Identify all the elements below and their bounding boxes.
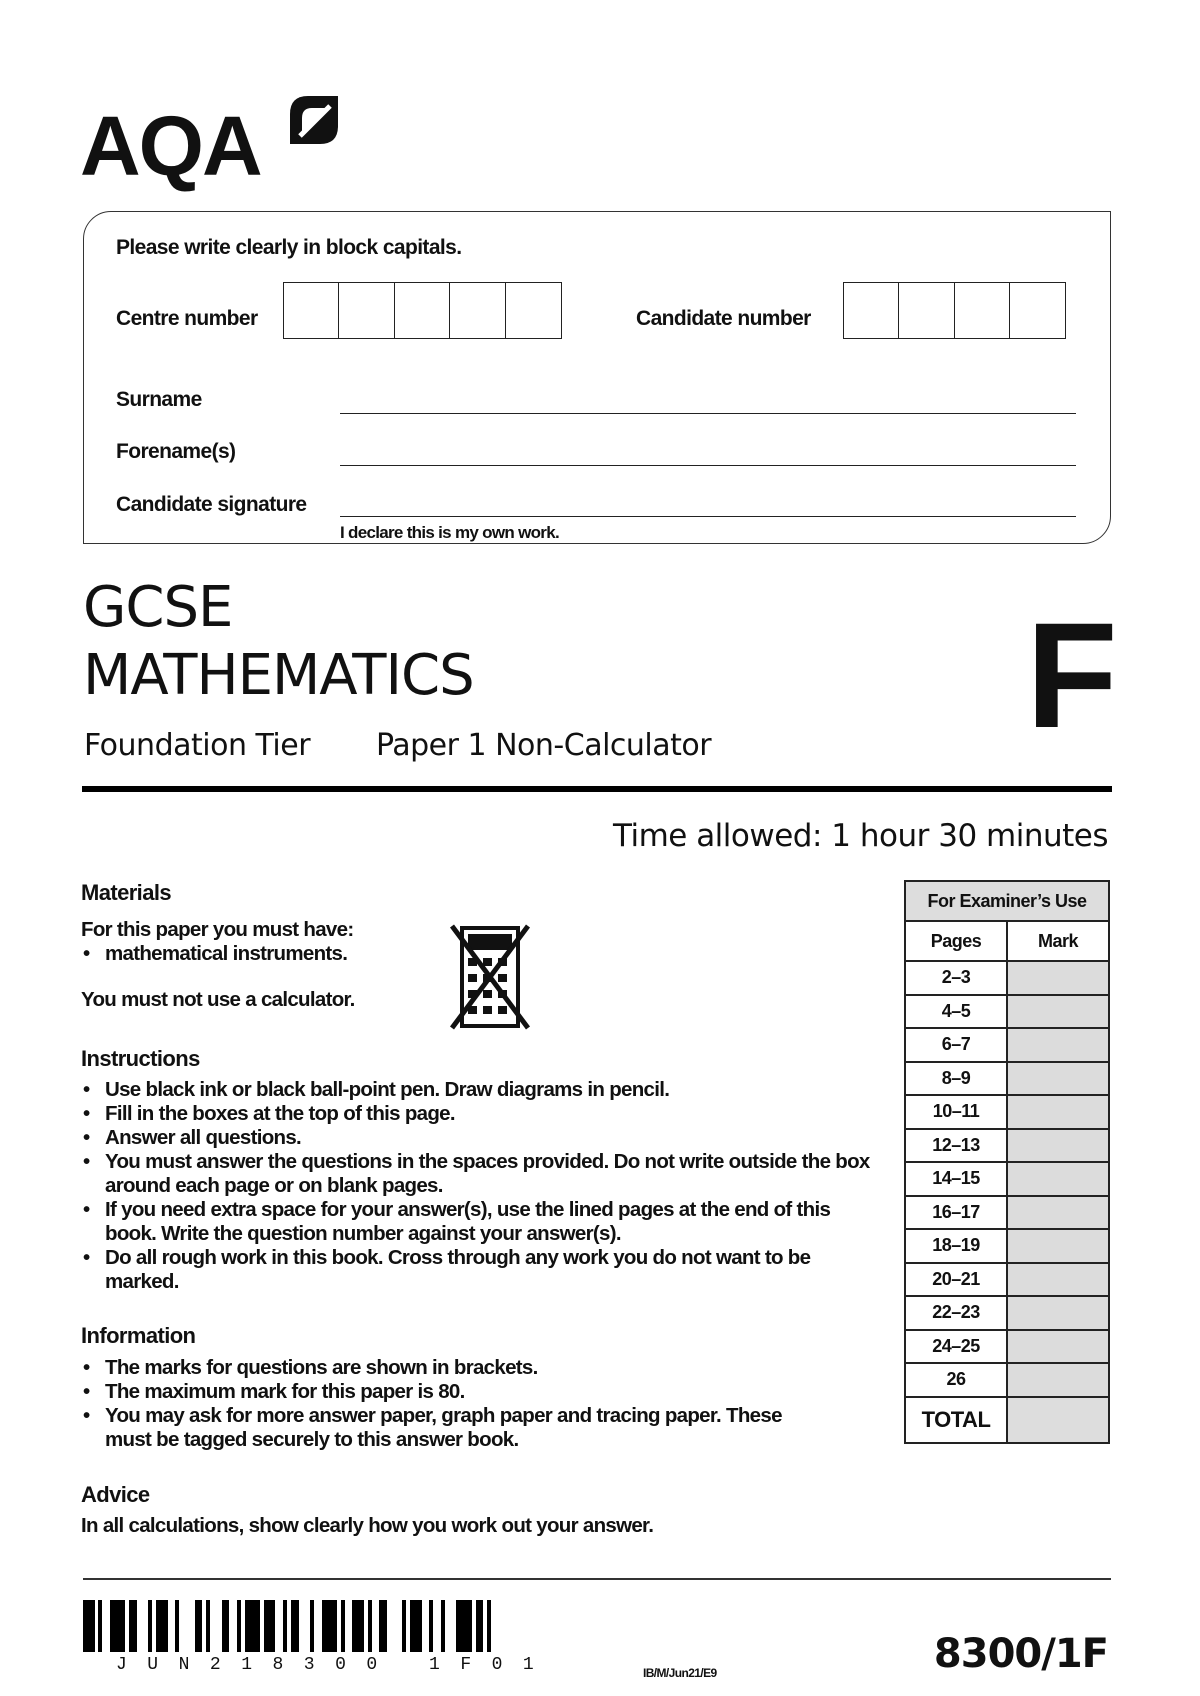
- barcode-bar: [322, 1600, 337, 1652]
- barcode-bar: [299, 1600, 311, 1652]
- examiner-mark-cell[interactable]: [1007, 1028, 1109, 1062]
- barcode-bar: [156, 1600, 168, 1652]
- examiner-pages-cell: 22–23: [905, 1296, 1007, 1330]
- materials-item: • mathematical instruments.: [105, 942, 461, 966]
- aqa-logo: AQA: [80, 99, 261, 193]
- aqa-leaf-icon: [286, 92, 342, 148]
- examiner-mark-cell[interactable]: [1007, 1296, 1109, 1330]
- instruction-item: • Fill in the boxes at the top of this page.: [105, 1102, 871, 1126]
- barcode-bar: [264, 1600, 276, 1652]
- examiner-mark-cell[interactable]: [1007, 961, 1109, 995]
- examiner-pages-cell: 14–15: [905, 1162, 1007, 1196]
- materials-section: [81, 918, 461, 1012]
- examiner-pages-cell: 26: [905, 1363, 1007, 1397]
- centre-number-box[interactable]: [283, 282, 340, 339]
- centre-number-box[interactable]: [505, 282, 562, 339]
- signature-line[interactable]: [340, 516, 1076, 517]
- forenames-line[interactable]: [340, 465, 1076, 466]
- examiner-mark-cell[interactable]: [1007, 1162, 1109, 1196]
- examiner-pages-cell: 18–19: [905, 1229, 1007, 1263]
- barcode-bar: [352, 1600, 364, 1652]
- instruction-item: • Use black ink or black ball-point pen. Draw diagrams in pencil.: [105, 1078, 871, 1102]
- examiner-mark-cell[interactable]: [1007, 1196, 1109, 1230]
- information-section: [81, 1356, 801, 1452]
- examiner-pages-cell: 8–9: [905, 1062, 1007, 1096]
- candidate-number-box[interactable]: [843, 282, 900, 339]
- barcode-bar: [195, 1600, 203, 1652]
- block-capitals-instruction: Please write clearly in block capitals.: [116, 236, 462, 259]
- footer-rule: [83, 1578, 1111, 1580]
- examiner-mark-cell[interactable]: [1007, 1263, 1109, 1297]
- paper-label: Paper 1 Non-Calculator: [376, 728, 712, 763]
- time-allowed: Time allowed: 1 hour 30 minutes: [612, 818, 1108, 854]
- examiner-mark-cell[interactable]: [1007, 1095, 1109, 1129]
- barcode-bar: [476, 1600, 484, 1652]
- materials-heading: Materials: [81, 880, 171, 905]
- barcode-bar: [179, 1600, 194, 1652]
- barcode-bar: [222, 1600, 230, 1652]
- centre-number-box[interactable]: [449, 282, 506, 339]
- barcode-bar: [229, 1600, 237, 1652]
- barcode-bar: [422, 1600, 430, 1652]
- instructions-section: [81, 1078, 871, 1294]
- barcode-bar: [83, 1600, 95, 1652]
- candidate-number-box[interactable]: [954, 282, 1011, 339]
- document-reference: IB/M/Jun21/E9: [643, 1666, 717, 1680]
- barcode-bar: [491, 1600, 503, 1652]
- examiner-mark-cell[interactable]: [1007, 995, 1109, 1029]
- examiner-use-table: [904, 880, 1110, 1444]
- barcode-bar: [372, 1600, 380, 1652]
- examiner-mark-cell[interactable]: [1007, 1330, 1109, 1364]
- calculator-note: You must not use a calculator.: [81, 988, 355, 1011]
- barcode-bar: [410, 1600, 422, 1652]
- candidate-number-label: Candidate number: [636, 307, 811, 330]
- barcode-bar: [387, 1600, 402, 1652]
- materials-intro: For this paper you must have:: [81, 918, 354, 941]
- no-calculator-icon: [448, 922, 532, 1032]
- centre-number-box[interactable]: [338, 282, 395, 339]
- candidate-number-box[interactable]: [898, 282, 955, 339]
- barcode-bar: [168, 1600, 176, 1652]
- advice-text: In all calculations, show clearly how you work out your answer.: [81, 1514, 654, 1537]
- examiner-pages-cell: 4–5: [905, 995, 1007, 1029]
- information-item: • The marks for questions are shown in brackets.: [105, 1356, 801, 1380]
- tier-letter: F: [1026, 591, 1118, 759]
- barcode-bar: [433, 1600, 441, 1652]
- surname-label: Surname: [116, 388, 202, 411]
- barcode-bar: [314, 1600, 322, 1652]
- candidate-number-box[interactable]: [1009, 282, 1066, 339]
- surname-line[interactable]: [340, 413, 1076, 414]
- examiner-mark-cell[interactable]: [1007, 1129, 1109, 1163]
- examiner-mark-cell[interactable]: [1007, 1229, 1109, 1263]
- mark-column-header: Mark: [1007, 921, 1109, 961]
- tier-label: Foundation Tier: [84, 728, 311, 763]
- barcode-bar: [137, 1600, 149, 1652]
- examiner-pages-cell: 20–21: [905, 1263, 1007, 1297]
- information-item: • The maximum mark for this paper is 80.: [105, 1380, 801, 1404]
- examiner-pages-cell: 6–7: [905, 1028, 1007, 1062]
- examiner-mark-cell[interactable]: [1007, 1363, 1109, 1397]
- pages-column-header: Pages: [905, 921, 1007, 961]
- examiner-pages-cell: 12–13: [905, 1129, 1007, 1163]
- instruction-item: • You must answer the questions in the spaces provided. Do not write outside the box around each page or on blank pages.: [105, 1150, 871, 1198]
- barcode-bar: [456, 1600, 471, 1652]
- signature-label: Candidate signature: [116, 493, 307, 516]
- instructions-heading: Instructions: [81, 1046, 200, 1071]
- centre-number-box[interactable]: [394, 282, 451, 339]
- information-item: • You may ask for more answer paper, graph paper and tracing paper. These must be tagged securely to this answer book.: [105, 1404, 801, 1452]
- examiner-pages-cell: 10–11: [905, 1095, 1007, 1129]
- declaration-text: I declare this is my own work.: [340, 523, 559, 542]
- title-rule: [82, 786, 1112, 792]
- instruction-item: • If you need extra space for your answer(s), use the lined pages at the end of this book. Write the question number against your answer(s).: [105, 1198, 871, 1246]
- barcode-bar: [345, 1600, 353, 1652]
- barcode-bar: [245, 1600, 260, 1652]
- centre-number-boxes[interactable]: [284, 282, 562, 339]
- barcode-bar: [275, 1600, 283, 1652]
- examiner-pages-cell: 16–17: [905, 1196, 1007, 1230]
- barcode-bar: [102, 1600, 110, 1652]
- centre-number-label: Centre number: [116, 307, 258, 330]
- barcode-bar: [129, 1600, 137, 1652]
- barcode-bar: [445, 1600, 457, 1652]
- instruction-item: • Answer all questions.: [105, 1126, 871, 1150]
- barcode-bar: [110, 1600, 125, 1652]
- paper-code: 8300/1F: [933, 1631, 1108, 1677]
- information-heading: Information: [81, 1323, 196, 1348]
- total-label: TOTAL: [905, 1397, 1007, 1443]
- subject-title: MATHEMATICS: [83, 643, 474, 708]
- forenames-label: Forename(s): [116, 440, 236, 463]
- barcode-bar: [291, 1600, 299, 1652]
- examiner-pages-cell: 24–25: [905, 1330, 1007, 1364]
- advice-heading: Advice: [81, 1482, 150, 1507]
- instruction-item: • Do all rough work in this book. Cross through any work you do not want to be marked.: [105, 1246, 871, 1294]
- examiner-use-heading: For Examiner’s Use: [905, 881, 1109, 921]
- examiner-pages-cell: 2–3: [905, 961, 1007, 995]
- qualification-title: GCSE: [83, 575, 233, 640]
- barcode: [83, 1600, 503, 1652]
- barcode-bar: [379, 1600, 387, 1652]
- total-mark-cell[interactable]: [1007, 1397, 1109, 1443]
- barcode-bar: [210, 1600, 222, 1652]
- examiner-mark-cell[interactable]: [1007, 1062, 1109, 1096]
- barcode-text: JUN218300 1F01: [116, 1655, 555, 1675]
- candidate-number-boxes[interactable]: [844, 282, 1066, 339]
